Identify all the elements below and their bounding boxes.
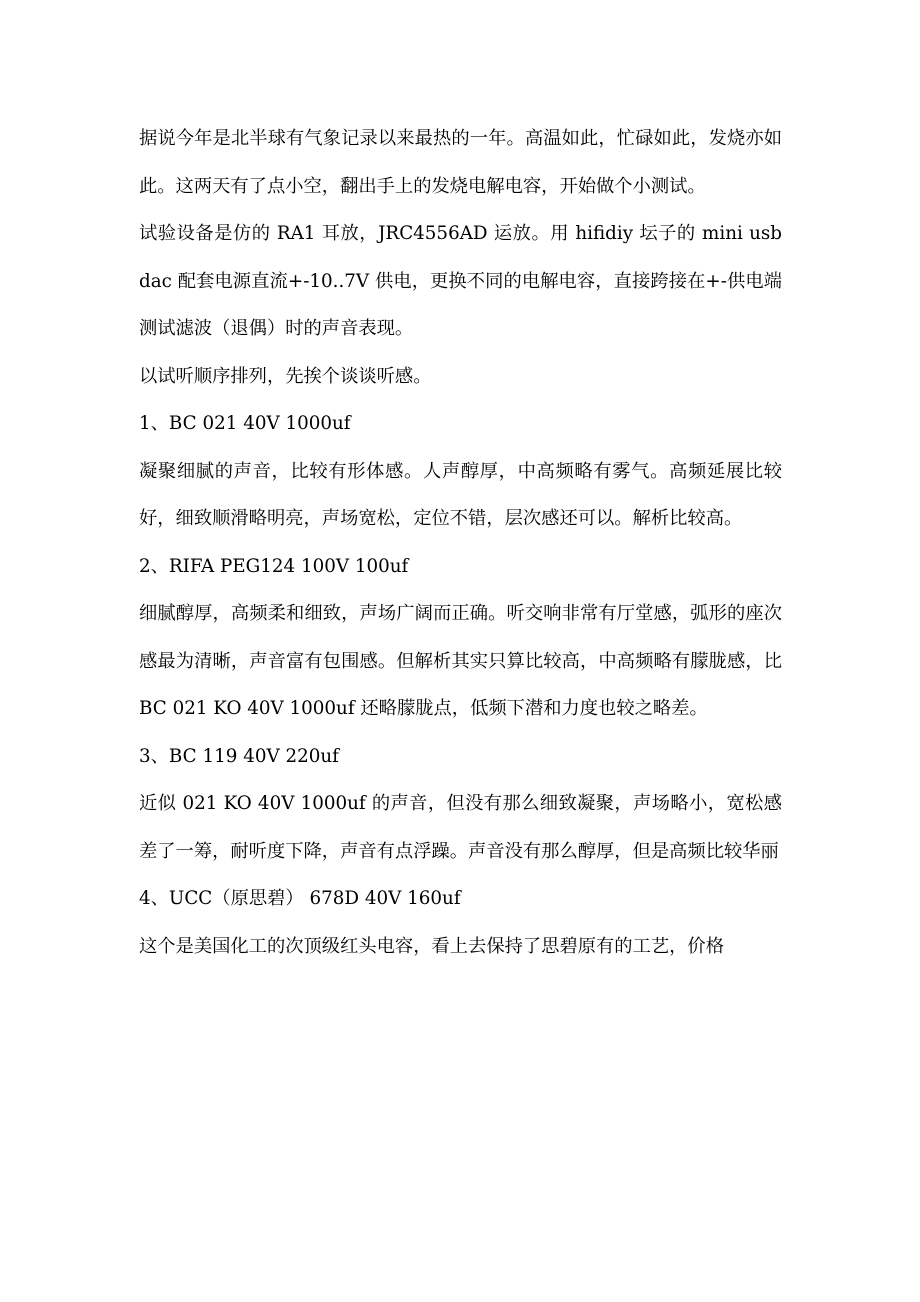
paragraph-item-1-review: 凝聚细腻的声音，比较有形体感。人声醇厚，中高频略有雾气。高频延展比较好，细致顺滑略明亮，声场宽松，定位不错，层次感还可以。解析比较高。	[139, 460, 782, 529]
paragraph-item-4-review: 这个是美国化工的次顶级红头电容，看上去保持了思碧原有的工艺，价格	[139, 935, 724, 957]
paragraph-test-setup: 试验设备是仿的 RA1 耳放，JRC4556AD 运放。用 hifidiy 坛子的 mini usb dac 配套电源直流+-10..7V 供电，更换不同的电解电容，直接跨接在+-供电端测试滤波（退偶）时的声音表现。	[139, 223, 782, 339]
heading-item-2: 2、RIFA PEG124 100V 100uf	[139, 555, 409, 577]
paragraph-listening-order: 以试听顺序排列，先挨个谈谈听感。	[139, 365, 432, 387]
heading-item-4: 4、UCC（原思碧） 678D 40V 160uf	[139, 888, 461, 909]
heading-item-3: 3、BC 119 40V 220uf	[139, 745, 339, 767]
paragraph-item-3-review: 近似 021 KO 40V 1000uf 的声音，但没有那么细致凝聚，声场略小，宽松感差了一筹，耐听度下降，声音有点浮躁。声音没有那么醇厚，但是高频比较华丽	[139, 793, 782, 862]
heading-item-1: 1、BC 021 40V 1000uf	[139, 413, 351, 434]
document-body	[139, 115, 782, 970]
paragraph-intro: 据说今年是北半球有气象记录以来最热的一年。高温如此，忙碌如此，发烧亦如此。这两天有了点小空，翻出手上的发烧电解电容，开始做个小测试。	[139, 128, 782, 197]
paragraph-item-2-review: 细腻醇厚，高频柔和细致，声场广阔而正确。听交响非常有厅堂感，弧形的座次感最为清晰，声音富有包围感。但解析其实只算比较高，中高频略有朦胧感，比 BC 021 KO 40V 1000uf 还略朦胧点，低频下潜和力度也较之略差。	[139, 603, 782, 719]
